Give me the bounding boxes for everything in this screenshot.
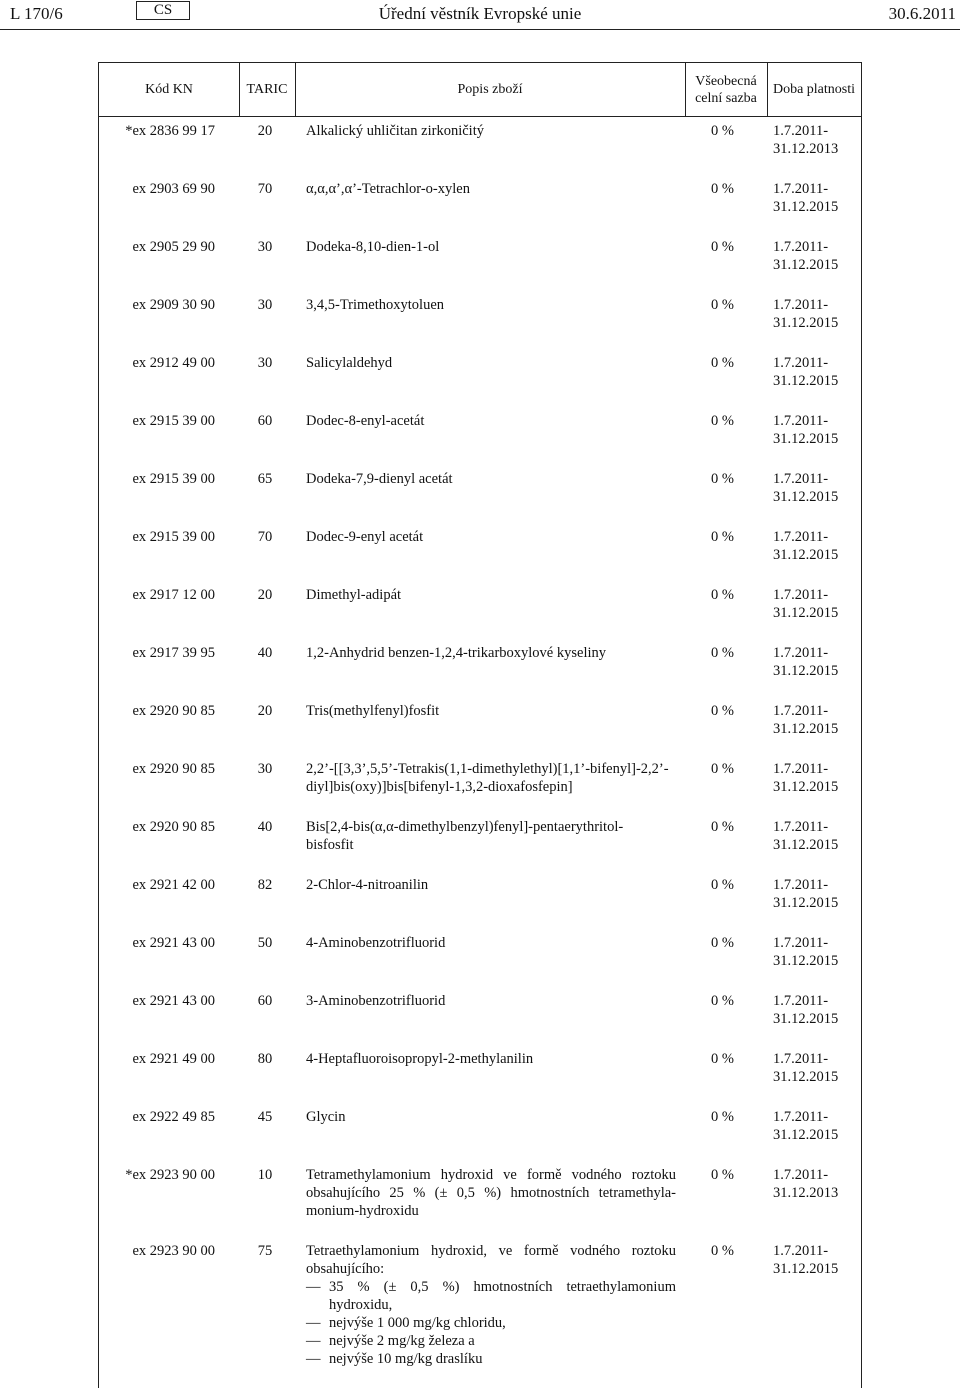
cn-code: ex 2912 49 00 (132, 355, 215, 371)
duty-rate: 0 % (711, 761, 734, 777)
validity-period (773, 1242, 863, 1278)
taric-code: 10 (257, 1167, 273, 1183)
duty-rate: 0 % (711, 993, 734, 1009)
list-item (306, 1278, 676, 1314)
description-line: diyl]bis(oxy)]bis[bifenyl-1,3,2-dioxafosfepin] (306, 779, 573, 795)
duty-rate: 0 % (711, 1167, 734, 1183)
description-line: Dodeka-7,9-dienyl acetát (306, 471, 453, 487)
cn-code: ex 2917 39 95 (132, 645, 215, 661)
duty-rate: 0 % (711, 645, 734, 661)
duty-rate: 0 % (711, 1243, 734, 1259)
goods-description (306, 818, 676, 854)
duty-rate: 0 % (711, 1051, 734, 1067)
list-dash: — (306, 1333, 321, 1349)
list-item-line: nejvýše 1 000 mg/kg chloridu, (329, 1315, 506, 1331)
description-line: monium-hydroxidu (306, 1203, 419, 1219)
goods-description (306, 296, 676, 314)
validity-line: 1.7.2011- (773, 297, 829, 313)
page-header (0, 0, 960, 30)
duty-rate: 0 % (711, 819, 734, 835)
cn-code: ex 2915 39 00 (132, 413, 215, 429)
duty-rate: 0 % (711, 471, 734, 487)
validity-period (773, 122, 863, 158)
taric-code: 30 (257, 761, 273, 777)
description-line: Dimethyl-adipát (306, 587, 402, 603)
taric-code: 20 (257, 703, 273, 719)
cn-code: ex 2920 90 85 (132, 761, 215, 777)
validity-line: 31.12.2015 (773, 431, 839, 447)
description-line: 2-Chlor-4-nitroanilin (306, 877, 429, 893)
duty-rate: 0 % (711, 1109, 734, 1125)
col-header-taric: TARIC (246, 82, 288, 97)
validity-line: 31.12.2015 (773, 953, 839, 969)
taric-code: 50 (257, 935, 273, 951)
validity-line: 1.7.2011- (773, 877, 829, 893)
list-item-text (329, 1350, 676, 1368)
goods-description (306, 1166, 676, 1220)
validity-line: 1.7.2011- (773, 587, 829, 603)
col-header-valid: Doba platnosti (772, 82, 856, 97)
description-line: bisfosfit (306, 837, 354, 853)
validity-line: 1.7.2011- (773, 819, 829, 835)
list-item-text (329, 1332, 676, 1350)
validity-period (773, 1050, 863, 1086)
goods-description (306, 992, 676, 1010)
goods-description (306, 644, 676, 662)
taric-code: 70 (257, 181, 273, 197)
validity-line: 31.12.2015 (773, 837, 839, 853)
validity-period (773, 876, 863, 912)
cn-code: ex 2921 42 00 (132, 877, 215, 893)
taric-code: 80 (257, 1051, 273, 1067)
validity-line: 31.12.2015 (773, 1011, 839, 1027)
validity-line: 31.12.2013 (773, 1185, 839, 1201)
description-line: Glycin (306, 1109, 346, 1125)
validity-line: 1.7.2011- (773, 1051, 829, 1067)
duty-rate: 0 % (711, 181, 734, 197)
taric-code: 70 (257, 529, 273, 545)
validity-line: 1.7.2011- (773, 645, 829, 661)
description-line: Dodec-8-enyl-acetát (306, 413, 425, 429)
taric-code: 30 (257, 239, 273, 255)
validity-line: 31.12.2015 (773, 257, 839, 273)
page-number: L 170/6 (10, 4, 63, 23)
cn-code: ex 2905 29 90 (132, 239, 215, 255)
validity-line: 1.7.2011- (773, 239, 829, 255)
list-item (306, 1314, 676, 1332)
duty-rate: 0 % (711, 239, 734, 255)
validity-line: 31.12.2015 (773, 721, 839, 737)
validity-line: 31.12.2015 (773, 373, 839, 389)
description-line: Tetraethylamonium hydroxid, ve formě vodného roztoku (306, 1243, 676, 1259)
taric-code: 75 (257, 1243, 273, 1259)
duty-rate: 0 % (711, 877, 734, 893)
validity-line: 31.12.2015 (773, 1069, 839, 1085)
journal-title: Úřední věstník Evropské unie (378, 4, 582, 23)
cn-code: ex 2920 90 85 (132, 819, 215, 835)
goods-description (306, 354, 676, 372)
goods-description (306, 122, 676, 140)
duty-rate: 0 % (711, 529, 734, 545)
col-header-rate (685, 63, 767, 116)
validity-line: 1.7.2011- (773, 471, 829, 487)
validity-period (773, 934, 863, 970)
validity-line: 1.7.2011- (773, 993, 829, 1009)
cn-code: *ex 2923 90 00 (125, 1167, 215, 1183)
validity-period (773, 1108, 863, 1144)
cn-code: ex 2921 43 00 (132, 935, 215, 951)
description-line: Alkalický uhličitan zirkoničitý (306, 123, 484, 139)
duty-rate: 0 % (711, 297, 734, 313)
taric-code: 40 (257, 819, 273, 835)
description-line: Dodeka-8,10-dien-1-ol (306, 239, 440, 255)
validity-period (773, 296, 863, 332)
description-line: α,α,α’,α’-Tetrachlor-o-xylen (306, 181, 470, 197)
validity-line: 1.7.2011- (773, 529, 829, 545)
description-line: obsahujícího: (306, 1261, 385, 1277)
duty-rate: 0 % (711, 703, 734, 719)
col-header-rate-line2: celní sazba (695, 90, 757, 106)
validity-line: 1.7.2011- (773, 1243, 829, 1259)
publication-date: 30.6.2011 (888, 4, 956, 23)
cn-code: ex 2915 39 00 (132, 529, 215, 545)
validity-line: 1.7.2011- (773, 761, 829, 777)
validity-line: 31.12.2015 (773, 315, 839, 331)
description-line: 4-Aminobenzotrifluorid (306, 935, 446, 951)
validity-line: 1.7.2011- (773, 1109, 829, 1125)
validity-line: 31.12.2015 (773, 605, 839, 621)
goods-description (306, 760, 676, 796)
header-rule (0, 29, 960, 30)
description-line: 1,2-Anhydrid benzen-1,2,4-trikarboxylové kyseliny (306, 645, 606, 661)
validity-line: 1.7.2011- (773, 1167, 829, 1183)
goods-description (306, 876, 676, 894)
goods-description (306, 412, 676, 430)
validity-period (773, 702, 863, 738)
validity-period (773, 1166, 863, 1202)
list-item-line: 35 % (± 0,5 %) hmotnostních tetraethylamonium (329, 1279, 676, 1295)
taric-code: 60 (257, 413, 273, 429)
taric-code: 40 (257, 645, 273, 661)
validity-line: 31.12.2015 (773, 547, 839, 563)
tariff-table (98, 62, 862, 1388)
description-line: Bis[2,4-bis(α,α-dimethylbenzyl)fenyl]-pentaerythritol- (306, 819, 624, 835)
list-item-line: nejvýše 10 mg/kg draslíku (329, 1351, 483, 1367)
taric-code: 65 (257, 471, 273, 487)
duty-rate: 0 % (711, 587, 734, 603)
validity-line: 1.7.2011- (773, 355, 829, 371)
cn-code: ex 2909 30 90 (132, 297, 215, 313)
goods-description (306, 1242, 676, 1368)
goods-description (306, 238, 676, 256)
validity-period (773, 760, 863, 796)
goods-description (306, 934, 676, 952)
validity-line: 31.12.2015 (773, 199, 839, 215)
cn-code: ex 2922 49 85 (132, 1109, 215, 1125)
validity-line: 1.7.2011- (773, 413, 829, 429)
validity-period (773, 412, 863, 448)
cn-code: ex 2921 43 00 (132, 993, 215, 1009)
cn-code: ex 2923 90 00 (132, 1243, 215, 1259)
validity-period (773, 528, 863, 564)
validity-line: 1.7.2011- (773, 123, 829, 139)
list-item (306, 1332, 676, 1350)
cn-code: ex 2903 69 90 (132, 181, 215, 197)
description-line: 3-Aminobenzotrifluorid (306, 993, 446, 1009)
taric-code: 20 (257, 123, 273, 139)
validity-period (773, 180, 863, 216)
list-item-line: nejvýše 2 mg/kg železa a (329, 1333, 475, 1349)
table-header (99, 63, 861, 117)
validity-line: 31.12.2015 (773, 1127, 839, 1143)
validity-line: 31.12.2013 (773, 141, 839, 157)
duty-rate: 0 % (711, 413, 734, 429)
taric-code: 60 (257, 993, 273, 1009)
list-item-text (329, 1314, 676, 1332)
validity-line: 31.12.2015 (773, 663, 839, 679)
validity-line: 31.12.2015 (773, 1261, 839, 1277)
list-dash: — (306, 1279, 321, 1295)
taric-code: 20 (257, 587, 273, 603)
goods-description (306, 470, 676, 488)
validity-period (773, 992, 863, 1028)
goods-description (306, 1108, 676, 1126)
list-dash: — (306, 1351, 321, 1367)
description-line: Dodec-9-enyl acetát (306, 529, 424, 545)
description-line: obsahujícího 25 % (± 0,5 %) hmotnostních tetramethyla- (306, 1185, 676, 1201)
validity-period (773, 470, 863, 506)
language-badge: CS (136, 1, 190, 20)
validity-line: 1.7.2011- (773, 703, 829, 719)
validity-period (773, 818, 863, 854)
description-line: Tetramethylamonium hydroxid ve formě vodného roztoku (306, 1167, 676, 1183)
validity-line: 31.12.2015 (773, 779, 839, 795)
cn-code: ex 2915 39 00 (132, 471, 215, 487)
list-item (306, 1350, 676, 1368)
duty-rate: 0 % (711, 355, 734, 371)
goods-description (306, 528, 676, 546)
taric-code: 30 (257, 355, 273, 371)
taric-code: 30 (257, 297, 273, 313)
validity-line: 1.7.2011- (773, 181, 829, 197)
cn-code: ex 2920 90 85 (132, 703, 215, 719)
duty-rate: 0 % (711, 935, 734, 951)
description-line: 4-Heptafluoroisopropyl-2-methylanilin (306, 1051, 534, 1067)
col-header-kn: Kód KN (145, 82, 193, 97)
validity-period (773, 586, 863, 622)
validity-period (773, 644, 863, 680)
cn-code: ex 2921 49 00 (132, 1051, 215, 1067)
list-dash: — (306, 1315, 321, 1331)
list-item-text (329, 1278, 676, 1314)
goods-description (306, 180, 676, 198)
description-line: Tris(methylfenyl)fosfit (306, 703, 440, 719)
goods-description (306, 586, 676, 604)
validity-line: 31.12.2015 (773, 489, 839, 505)
taric-code: 45 (257, 1109, 273, 1125)
col-header-rate-line1: Všeobecná (695, 73, 757, 89)
cn-code: *ex 2836 99 17 (125, 123, 215, 139)
duty-rate: 0 % (711, 123, 734, 139)
taric-code: 82 (257, 877, 273, 893)
cn-code: ex 2917 12 00 (132, 587, 215, 603)
validity-period (773, 354, 863, 390)
description-line: 2,2’-[[3,3’,5,5’-Tetrakis(1,1-dimethylethyl)[1,1’-bifenyl]-2,2’- (306, 761, 669, 777)
validity-line: 1.7.2011- (773, 935, 829, 951)
goods-description (306, 1050, 676, 1068)
validity-line: 31.12.2015 (773, 895, 839, 911)
list-item-line: hydroxidu, (329, 1297, 393, 1313)
col-header-desc: Popis zboží (457, 82, 523, 97)
validity-period (773, 238, 863, 274)
description-line: 3,4,5-Trimethoxytoluen (306, 297, 445, 313)
goods-description (306, 702, 676, 720)
description-line: Salicylaldehyd (306, 355, 393, 371)
